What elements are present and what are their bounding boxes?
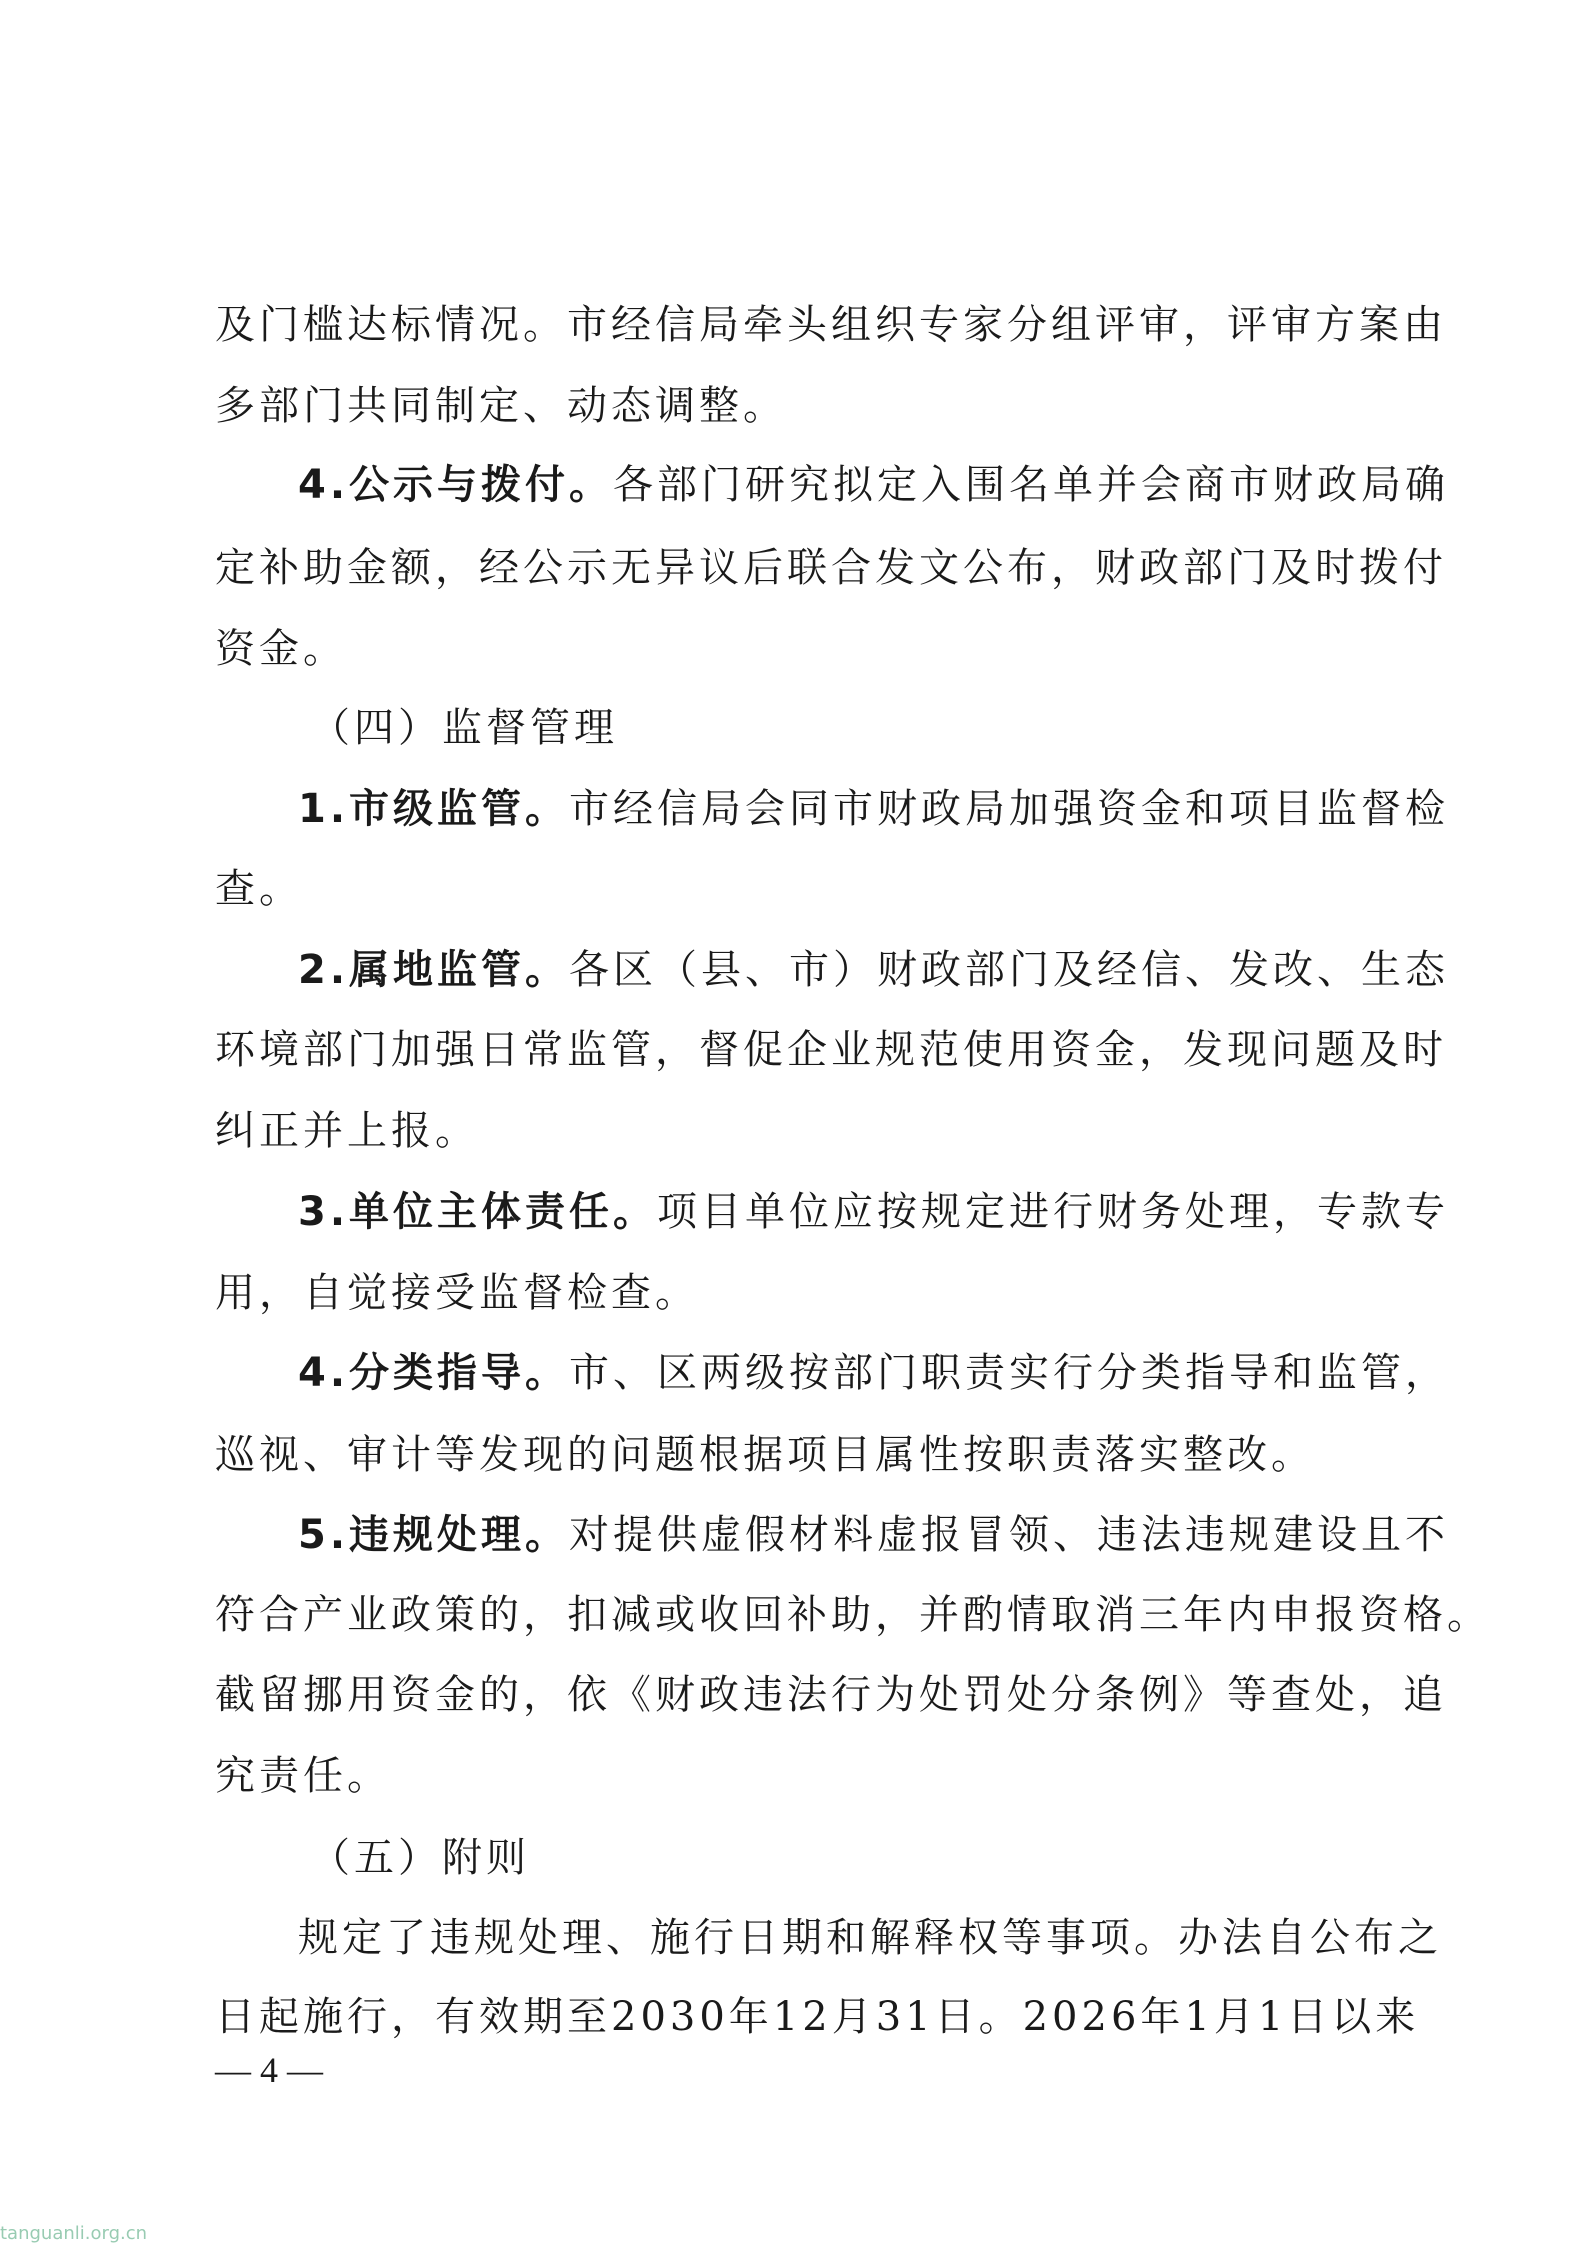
item-3-title: 3.单位主体责任。 <box>298 1189 658 1235</box>
item-5 <box>298 1512 1449 1558</box>
text-line: 环境部门加强日常监管，督促企业规范使用资金，发现问题及时 <box>215 1027 1447 1073</box>
item-2 <box>298 947 1449 993</box>
section-heading-appendix: （五）附则 <box>310 1835 530 1881</box>
text-line: 究责任。 <box>215 1753 391 1799</box>
site-watermark: tanguanli.org.cn <box>0 2223 148 2244</box>
paragraph-4 <box>298 462 1449 508</box>
page-number: — 4 — <box>215 2050 323 2090</box>
item-4-title: 4.分类指导。 <box>298 1350 570 1396</box>
text-line: 日起施行，有效期至2030年12月31日。2026年1月1日以来 <box>215 1994 1420 2040</box>
text-line: 及门槛达标情况。市经信局牵头组织专家分组评审，评审方案由 <box>215 302 1447 348</box>
text-line: 巡视、审计等发现的问题根据项目属性按职责落实整改。 <box>215 1432 1315 1478</box>
item-3-text: 项目单位应按规定进行财务处理，专款专 <box>657 1189 1450 1235</box>
paragraph-4-title: 4.公示与拨付。 <box>298 462 614 508</box>
text-line: 定补助金额，经公示无异议后联合发文公布，财政部门及时拨付 <box>215 545 1447 591</box>
paragraph-4-text: 各部门研究拟定入围名单并会商市财政局确 <box>613 462 1450 508</box>
text-line: 符合产业政策的，扣减或收回补助，并酌情取消三年内申报资格。 <box>215 1592 1491 1638</box>
text-line: 查。 <box>215 866 303 912</box>
text-line: 截留挪用资金的，依《财政违法行为处罚处分条例》等查处，追 <box>215 1672 1447 1718</box>
text-line: 用，自觉接受监督检查。 <box>215 1270 699 1316</box>
item-5-title: 5.违规处理。 <box>298 1512 570 1558</box>
item-1-title: 1.市级监管。 <box>298 786 570 832</box>
item-5-text: 对提供虚假材料虚报冒领、违法违规建设且不 <box>569 1512 1450 1558</box>
text-line: 资金。 <box>215 626 347 672</box>
item-1-text: 市经信局会同市财政局加强资金和项目监督检 <box>569 786 1450 832</box>
section-heading-supervision: （四）监督管理 <box>310 705 618 751</box>
item-3 <box>298 1189 1449 1235</box>
item-2-text: 各区（县、市）财政部门及经信、发改、生态 <box>569 947 1450 993</box>
item-2-title: 2.属地监管。 <box>298 947 570 993</box>
text-line: 多部门共同制定、动态调整。 <box>215 383 787 429</box>
item-1 <box>298 786 1449 832</box>
item-4-text: 市、区两级按部门职责实行分类指导和监管， <box>569 1350 1450 1396</box>
item-4 <box>298 1350 1449 1396</box>
text-line: 纠正并上报。 <box>215 1108 479 1154</box>
appendix-paragraph: 规定了违规处理、施行日期和解释权等事项。办法自公布之 <box>298 1915 1442 1961</box>
